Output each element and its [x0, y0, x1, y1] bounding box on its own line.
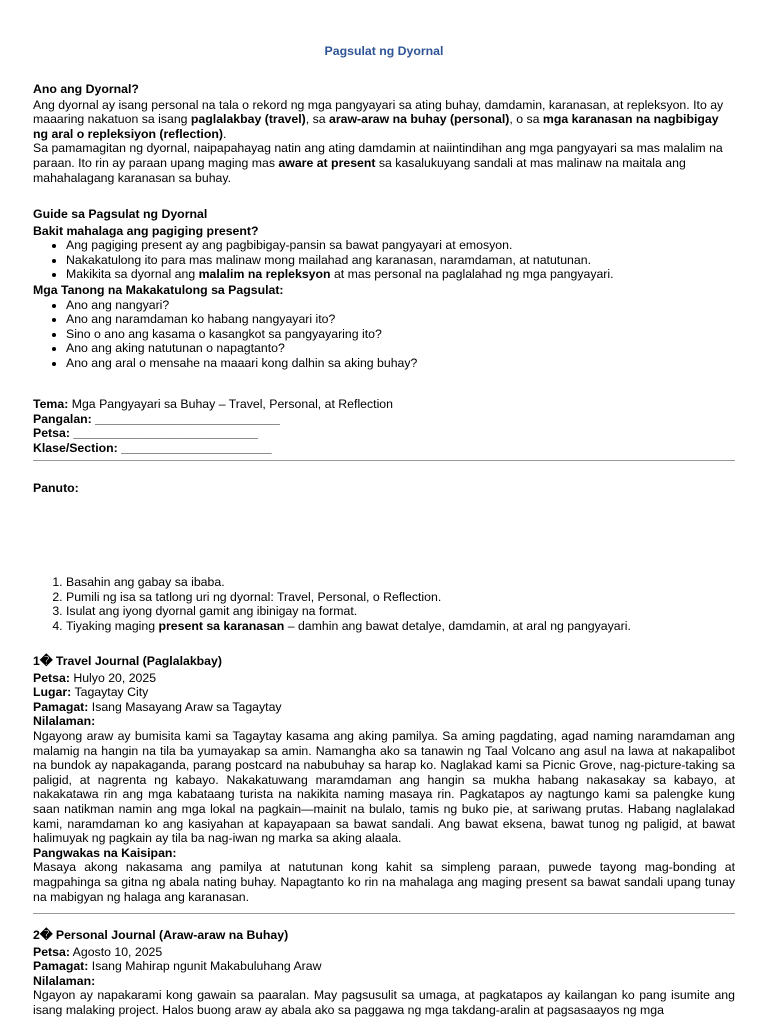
personal-journal — [33, 928, 735, 1018]
intro-paragraph-1-run: , o sa — [509, 112, 543, 127]
list-item-run: Ang pagiging present ay ang pagbibigay-pansin sa bawat pangyayari at emosyon. — [66, 238, 513, 253]
petsa-field[interactable]: Petsa: ___________________________ — [33, 426, 258, 441]
list-item: • Sino o ano ang kasama o kasangkot sa pangyayaring ito? — [66, 327, 735, 342]
intro-paragraph-2-run: sa kasalukuyang sandali at mas malinaw na maitala ang mahahalagang karanasan sa buhay. — [33, 155, 686, 185]
intro-paragraph-1-run: mga karanasan na nagbibigay ng aral o repleksiyon (reflection) — [33, 112, 719, 141]
travel-heading: 1� Travel Journal (Paglalakbay) — [33, 654, 222, 668]
list-item — [66, 619, 735, 634]
intro-paragraph-1-run: araw-araw na buhay (personal) — [329, 112, 510, 127]
travel-petsa-label: Petsa: — [33, 670, 70, 685]
personal-petsa-label: Petsa: — [33, 944, 70, 959]
importance-list — [33, 238, 735, 282]
personal-pamagat-value: Isang Mahirap ngunit Makabuluhang Araw — [88, 959, 322, 974]
personal-pamagat — [33, 959, 735, 974]
intro-paragraph-2 — [33, 141, 735, 185]
list-item — [66, 604, 735, 619]
list-item-run: Nakakatulong ito para mas malinaw mong mailahad ang karanasan, naramdaman, at natutunan. — [66, 252, 591, 267]
list-item — [66, 267, 735, 282]
travel-pamagat — [33, 700, 735, 715]
personal-heading: 2� Personal Journal (Araw-araw na Buhay) — [33, 928, 289, 942]
panuto-steps-block — [33, 575, 735, 633]
panuto-steps — [33, 575, 735, 633]
list-item — [66, 238, 735, 253]
klase-field[interactable]: Klase/Section: ______________________ — [33, 440, 272, 455]
list-item-run: Basahin ang gabay sa ibaba. — [66, 575, 225, 589]
personal-pamagat-label: Pamagat: — [33, 959, 89, 974]
intro-paragraph-1-run: Ang dyornal ay isang personal na tala o rekord ng mga pangyayari sa ating buhay, damdamin, karanasan, at repleksyon. Ito ay maaaring nakatuon sa isang — [33, 97, 724, 127]
list-item — [66, 253, 735, 268]
divider-form — [33, 460, 735, 461]
list-item-run: Tiyaking maging — [66, 618, 159, 633]
questions-list — [33, 298, 735, 371]
travel-journal — [33, 654, 735, 904]
travel-petsa-value: Hulyo 20, 2025 — [69, 670, 157, 685]
travel-pamagat-value: Isang Masayang Araw sa Tagaytay — [88, 699, 282, 714]
guide-heading: Guide sa Pagsulat ng Dyornal — [33, 207, 208, 221]
list-item: • Ano ang naramdaman ko habang nangyayari ito? — [66, 312, 735, 327]
list-item-run: at mas personal na paglalahad ng mga pangyayari. — [330, 267, 614, 282]
intro-section — [33, 82, 735, 185]
personal-petsa-value: Agosto 10, 2025 — [69, 944, 163, 959]
list-item — [66, 590, 735, 605]
list-item: • Ano ang aking natutunan o napagtanto? — [66, 341, 735, 356]
panuto-heading-block — [33, 481, 735, 496]
guide-subheading-importance: Bakit mahalaga ang pagiging present? — [33, 223, 259, 238]
travel-petsa — [33, 671, 735, 686]
tema-label: Tema: — [33, 397, 69, 411]
list-item-run: Pumili ng isa sa tatlong uri ng dyornal: Travel, Personal, o Reflection. — [66, 589, 442, 604]
travel-lugar — [33, 685, 735, 700]
travel-lugar-value: Tagaytay City — [71, 685, 149, 700]
intro-paragraph-1-run: paglalakbay (travel) — [190, 112, 306, 127]
list-item-run: malalim na repleksyon — [198, 267, 331, 282]
intro-paragraph-1 — [33, 98, 735, 142]
tema-value: Mga Pangyayari sa Buhay – Travel, Personal, at Reflection — [68, 397, 393, 411]
list-item-run: present sa karanasan — [158, 618, 285, 633]
pangalan-field[interactable]: Pangalan: ___________________________ — [33, 411, 280, 426]
travel-nilalaman-label: Nilalaman: — [33, 714, 96, 729]
intro-paragraph-1-run: , sa — [305, 112, 329, 127]
travel-pangwakas-label: Pangwakas na Kaisipan: — [33, 845, 177, 860]
intro-paragraph-2-run: Sa pamamagitan ng dyornal, naipapahayag natin ang ating damdamin at naiintindihan ang mga pangyayari sa mas malalim na paraan. Ito rin ay paraan upang maging mas — [33, 141, 723, 170]
list-item — [66, 575, 735, 590]
list-item-run: Makikita sa dyornal ang — [66, 267, 199, 282]
personal-nilalaman: Ngayon ay napakarami kong gawain sa paaralan. May pagsusulit sa umaga, at pagkatapos ay kailangan ko pang isumite ang isang malaking project. Halos buong araw ay abala ako sa paggawa ng mga takdang-aralin at pagsasaayos ng mga — [33, 988, 735, 1017]
divider-travel — [33, 913, 735, 914]
panuto-heading: Panuto: — [33, 481, 79, 495]
list-item-run: – damhin ang bawat detalye, damdamin, at aral ng pangyayari. — [284, 618, 631, 633]
intro-paragraph-1-run: . — [222, 126, 227, 141]
travel-pamagat-label: Pamagat: — [33, 699, 89, 714]
list-item: • Ano ang aral o mensahe na maaari kong dalhin sa aking buhay? — [66, 356, 735, 371]
document-title: Pagsulat ng Dyornal — [324, 44, 444, 58]
list-item-run: Isulat ang iyong dyornal gamit ang ibinigay na format. — [66, 604, 358, 619]
tema-line — [33, 397, 735, 412]
personal-nilalaman-label: Nilalaman: — [33, 973, 96, 988]
travel-nilalaman: Ngayong araw ay bumisita kami sa Tagaytay kasama ang aking pamilya. Sa aming pagdating, agad naming naramdaman ang malamig na hangin na tila ba yumayakap sa amin. Namangha ako sa tanawin ng Taal Volcano ang asul na lawa at nakapalibot na bundok ay napakaganda, parang postcard na nabubuhay sa harap ko. Naglakad kami sa Picnic Grove, nag-picture-taking sa paligid, at nagrenta ng kabayo. Nakakatuwang maramdaman ang hangin sa mukha habang nakasakay sa kabayo, at nakakatawa rin ang mga kabataang turista na nakikita naming masaya rin. Pagkatapos ay nagtungo kami sa palengke kung saan natikman namin ang mga lokal na pagkain—mainit na bulalo, tamis ng buko pie, at sariwang prutas. Habang naglalakad kami, naramdaman ko ang kasiyahan at kapayapaan sa bawat sandali. Ang bawat eksena, bawat tunog ng paligid, at bawat halimuyak ng pagkain ay tila ba nag-iwan ng marka sa aking alaala. — [33, 728, 735, 846]
intro-heading: Ano ang Dyornal? — [33, 82, 139, 96]
guide-section — [33, 207, 735, 371]
intro-paragraph-2-run: aware at present — [278, 155, 376, 170]
guide-subheading-questions: Mga Tanong na Makakatulong sa Pagsulat: — [33, 282, 284, 297]
list-item: • Ano ang nangyari? — [66, 298, 735, 313]
personal-petsa — [33, 945, 735, 960]
form-fields — [33, 397, 735, 455]
travel-pangwakas: Masaya akong nakasama ang pamilya at natutunan kong kahit sa simpleng paraan, puwede tayong mag-bonding at magpahinga sa gitna ng abala nating buhay. Napagtanto ko rin na mahalaga ang maging present sa bawat sandali upang tunay na mabigyan ng halaga ang karanasan. — [33, 860, 735, 904]
travel-lugar-label: Lugar: — [33, 685, 72, 700]
